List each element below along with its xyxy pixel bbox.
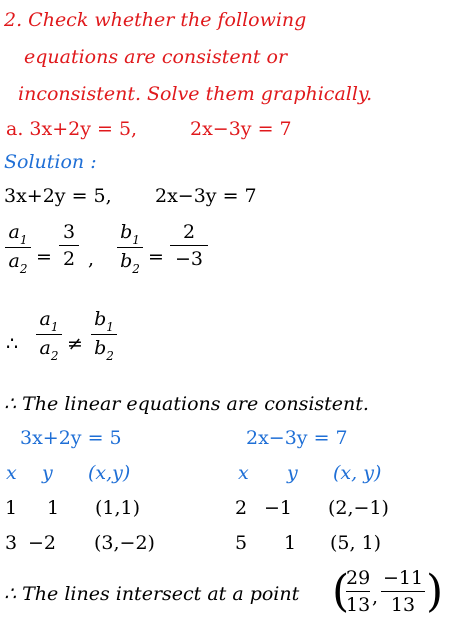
question-line-2: equations are consistent or xyxy=(24,46,288,68)
table-right-cell: (5, 1) xyxy=(330,532,382,554)
table-left-cell: 1 xyxy=(5,497,18,519)
table-right-cell: 2 xyxy=(235,497,248,519)
table-right-cell: (2,−1) xyxy=(328,497,389,519)
fraction-29-13: 29 13 xyxy=(346,567,371,616)
table-right-title: 2x−3y = 7 xyxy=(246,427,348,449)
table-left-cell: 3 xyxy=(5,532,18,554)
equals-sign-2: = xyxy=(148,246,164,268)
table-right-cell: −1 xyxy=(264,497,293,519)
question-line-1: 2. Check whether the following xyxy=(4,9,307,31)
fraction-b1-b2-neq: $b_1$ $b_2$ xyxy=(91,307,117,362)
final-statement: ∴ The lines intersect at a point xyxy=(4,583,300,605)
table-left-header-y: y xyxy=(42,462,53,484)
table-left-cell: (3,−2) xyxy=(94,532,155,554)
fraction-b1-b2: $b_1$ $b_2$ xyxy=(117,220,143,275)
fraction-2-minus3: 2 −3 xyxy=(170,220,208,271)
fraction-a1-a2: $a_1$ $a_2$ xyxy=(5,220,31,275)
conclusion: ∴ The linear equations are consistent. xyxy=(4,393,369,415)
therefore-icon: ∴ xyxy=(6,333,19,355)
close-paren: ) xyxy=(426,566,444,617)
table-left-cell: −2 xyxy=(28,532,57,554)
open-paren: ( xyxy=(332,566,350,617)
table-right-header-y: y xyxy=(287,462,298,484)
table-right-cell: 1 xyxy=(284,532,297,554)
not-equal-icon: ≠ xyxy=(67,333,83,355)
table-left-header-xy: (x,y) xyxy=(88,462,131,484)
question-line-3: inconsistent. Solve them graphically. xyxy=(18,83,373,105)
table-left-cell: 1 xyxy=(47,497,60,519)
separator-comma: , xyxy=(88,248,95,270)
fraction-a1-a2-neq: $a_1$ $a_2$ xyxy=(36,307,62,362)
equation-2: 2x−3y = 7 xyxy=(155,185,257,207)
equation-1: 3x+2y = 5, xyxy=(4,185,112,207)
table-right-cell: 5 xyxy=(235,532,248,554)
table-left-title: 3x+2y = 5 xyxy=(20,427,122,449)
fraction-3-2: 3 2 xyxy=(59,220,79,271)
table-right-header-xy: (x, y) xyxy=(333,462,382,484)
equals-sign-1: = xyxy=(36,246,52,268)
table-left-cell: (1,1) xyxy=(95,497,141,519)
solution-label: Solution : xyxy=(4,151,97,173)
question-part-a-eq2: 2x−3y = 7 xyxy=(190,118,292,140)
table-left-header-x: x xyxy=(6,462,17,484)
question-part-a: a. 3x+2y = 5, xyxy=(6,118,138,140)
fraction-minus11-13: −11 13 xyxy=(382,567,424,616)
point-comma: , xyxy=(372,586,379,608)
table-right-header-x: x xyxy=(238,462,249,484)
